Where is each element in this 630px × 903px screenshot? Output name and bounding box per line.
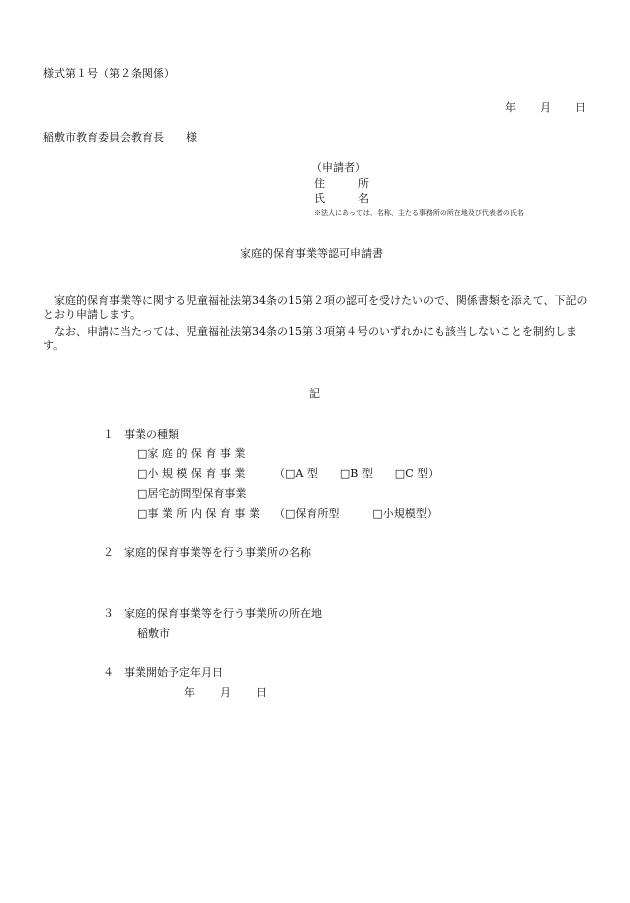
option-small-scale: □小 規 模 保 育 事 業 bbox=[137, 467, 246, 480]
applicant-name-label: 氏 名 bbox=[314, 192, 369, 205]
form-number: 様式第１号（第２条関係） bbox=[43, 67, 175, 80]
ki-heading: 記 bbox=[309, 387, 320, 400]
option-small-scale-types: （□A 型 □B 型 □C 型） bbox=[274, 467, 440, 480]
item2-label: 家庭的保育事業等を行う事業所の名称 bbox=[124, 546, 311, 559]
option-family-daycare: □家 庭 的 保 育 事 業 bbox=[137, 447, 246, 460]
applicant-note: ※法人にあっては、名称、主たる事務所の所在地及び代表者の氏名 bbox=[314, 209, 524, 217]
item4-number: ４ bbox=[103, 666, 114, 679]
addressee: 稲敷市教育委員会教育長 様 bbox=[43, 131, 197, 144]
item3-label: 家庭的保育事業等を行う事業所の所在地 bbox=[124, 607, 322, 620]
applicant-heading: （申請者） bbox=[311, 161, 366, 174]
item4-year-label: 年 bbox=[184, 686, 195, 699]
item4-month-label: 月 bbox=[220, 686, 231, 699]
date-month-label: 月 bbox=[540, 101, 551, 114]
option-workplace-types: （□保育所型 □小規模型） bbox=[274, 507, 438, 520]
applicant-address-label: 住 所 bbox=[314, 177, 369, 190]
date-day-label: 日 bbox=[575, 101, 586, 114]
item4-day-label: 日 bbox=[256, 686, 267, 699]
item2-number: ２ bbox=[103, 546, 114, 559]
body-paragraph-2: なお、申請に当たっては、児童福祉法第34条の15第３項第４号のいずれかにも該当しないことを制約します。 bbox=[43, 325, 577, 352]
item1-number: １ bbox=[103, 428, 114, 441]
item1-label: 事業の種類 bbox=[124, 428, 179, 441]
document-title: 家庭的保育事業等認可申請書 bbox=[240, 247, 383, 260]
option-workplace: □事 業 所 内 保 育 事 業 bbox=[137, 507, 260, 520]
item3-value: 稲敷市 bbox=[137, 627, 170, 640]
item3-number: ３ bbox=[103, 607, 114, 620]
item4-label: 事業開始予定年月日 bbox=[124, 666, 223, 679]
body-paragraph-1: 家庭的保育事業等に関する児童福祉法第34条の15第２項の認可を受けたいので、関係書類を添えて、下記のとおり申請します。 bbox=[43, 294, 588, 321]
option-home-visit: □居宅訪問型保育事業 bbox=[137, 487, 247, 500]
date-year-label: 年 bbox=[505, 101, 516, 114]
